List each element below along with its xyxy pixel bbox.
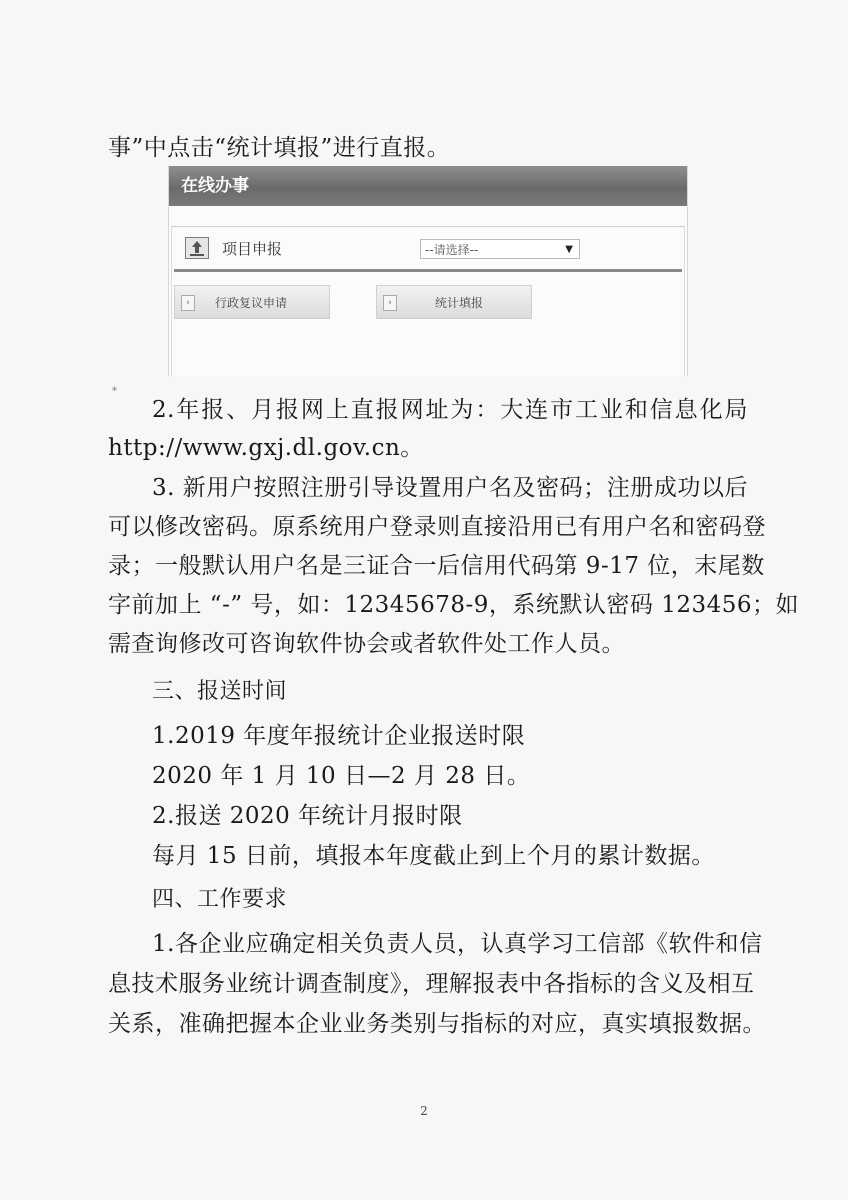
project-label: 项目申报 — [222, 240, 283, 258]
section4-line1: 1.各企业应确定相关负责人员，认真学习工信部《软件和信 — [152, 931, 763, 957]
p3-line1: 3. 新用户按照注册引导设置用户名及密码；注册成功以后 — [152, 475, 748, 501]
panel-content — [171, 226, 685, 377]
p3-line5: 需查询修改可咨询软件协会或者软件处工作人员。 — [108, 631, 625, 657]
section3-item2-detail: 每月 15 日前，填报本年度截止到上个月的累计数据。 — [152, 843, 715, 869]
project-divider — [174, 269, 682, 272]
project-select[interactable] — [420, 239, 580, 259]
p3-line4: 字前加上 “-” 号，如：12345678-9，系统默认密码 123456；如 — [108, 592, 799, 618]
project-row — [172, 227, 684, 271]
section3-item2: 2.报送 2020 年统计月报时限 — [152, 803, 463, 829]
admin-review-label: 行政复议申请 — [215, 296, 288, 310]
statistics-report-button[interactable] — [376, 285, 532, 319]
admin-review-button[interactable] — [174, 285, 330, 319]
section3-item1-range: 2020 年 1 月 10 日—2 月 28 日。 — [152, 763, 531, 789]
chevron-right-icon: › — [181, 295, 195, 311]
statistics-report-label: 统计填报 — [435, 296, 484, 310]
select-value: --请选择-- — [425, 243, 479, 257]
intro-line: 事”中点击“统计填报”进行直报。 — [108, 135, 451, 161]
panel-header: 在线办事 — [169, 166, 687, 206]
section3-heading: 三、报送时间 — [152, 679, 288, 704]
chevron-right-icon: › — [383, 295, 397, 311]
scan-mark: * — [112, 386, 117, 397]
section4-line3: 关系，准确把握本企业业务类别与指标的对应，真实填报数据。 — [108, 1011, 766, 1037]
section3-item1: 1.2019 年度年报统计企业报送时限 — [152, 723, 526, 749]
section4-heading: 四、工作要求 — [152, 887, 288, 912]
p2-line2: http://www.gxj.dl.gov.cn。 — [108, 435, 424, 461]
p3-line2: 可以修改密码。原系统用户登录则直接沿用已有用户名和密码登 — [108, 514, 766, 540]
caret-down-icon: ▼ — [565, 244, 573, 255]
section4-line2: 息技术服务业统计调查制度》，理解报表中各指标的含义及相互 — [108, 971, 755, 997]
upload-icon — [185, 237, 209, 259]
p3-line3: 录；一般默认用户名是三证合一后信用代码第 9-17 位，末尾数 — [108, 553, 765, 579]
page-number: 2 — [420, 1104, 428, 1118]
online-service-panel — [168, 166, 688, 376]
p2-line1: 2.年报、月报网上直报网址为：大连市工业和信息化局 — [152, 397, 748, 423]
